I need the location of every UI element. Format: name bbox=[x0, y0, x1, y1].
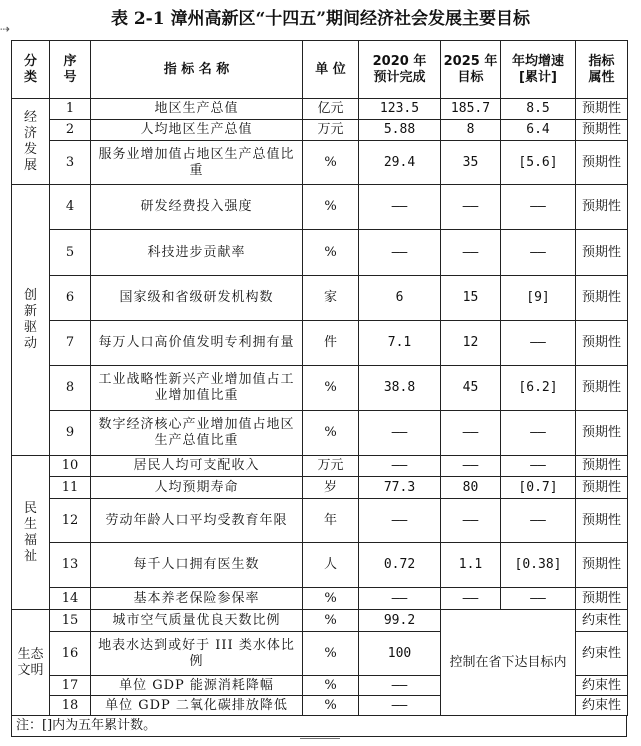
attribute-cell: 预期性 bbox=[576, 230, 628, 276]
seq-cell: 7 bbox=[50, 321, 91, 366]
growth-cell: —— bbox=[501, 499, 576, 543]
target-2025-cell: —— bbox=[441, 588, 501, 610]
table-row bbox=[12, 185, 628, 230]
value-2020-cell: —— bbox=[359, 499, 441, 543]
growth-cell: —— bbox=[501, 230, 576, 276]
seq-cell: 17 bbox=[50, 676, 91, 696]
table-row bbox=[12, 141, 628, 185]
seq-cell: 11 bbox=[50, 477, 91, 499]
indicator-name-cell: 国家级和省级研发机构数 bbox=[91, 276, 303, 321]
header-seq: 序 号 bbox=[50, 41, 91, 99]
header-category: 分 类 bbox=[12, 41, 50, 99]
growth-cell: [0.38] bbox=[501, 543, 576, 588]
value-2020-cell: —— bbox=[359, 676, 441, 696]
unit-cell: 岁 bbox=[303, 477, 359, 499]
unit-cell: 年 bbox=[303, 499, 359, 543]
value-2020-cell: 0.72 bbox=[359, 543, 441, 588]
seq-cell: 6 bbox=[50, 276, 91, 321]
seq-cell: 16 bbox=[50, 632, 91, 676]
value-2020-cell: —— bbox=[359, 411, 441, 456]
arrow-icon: ⇢ bbox=[0, 22, 11, 36]
unit-cell: % bbox=[303, 610, 359, 632]
table-row bbox=[12, 610, 628, 632]
value-2020-cell: 38.8 bbox=[359, 366, 441, 411]
value-2020-cell: —— bbox=[359, 696, 441, 716]
unit-cell: 亿元 bbox=[303, 99, 359, 120]
indicator-name-cell: 科技进步贡献率 bbox=[91, 230, 303, 276]
table-row bbox=[12, 477, 628, 499]
unit-cell: 件 bbox=[303, 321, 359, 366]
seq-cell: 14 bbox=[50, 588, 91, 610]
growth-cell: —— bbox=[501, 588, 576, 610]
unit-cell: 万元 bbox=[303, 120, 359, 141]
indicator-name-cell: 人均预期寿命 bbox=[91, 477, 303, 499]
value-2020-cell: 123.5 bbox=[359, 99, 441, 120]
value-2020-cell: 6 bbox=[359, 276, 441, 321]
unit-cell: % bbox=[303, 185, 359, 230]
value-2020-cell: 29.4 bbox=[359, 141, 441, 185]
seq-cell: 5 bbox=[50, 230, 91, 276]
growth-cell: [6.2] bbox=[501, 366, 576, 411]
unit-cell: 家 bbox=[303, 276, 359, 321]
indicator-name-cell: 劳动年龄人口平均受教育年限 bbox=[91, 499, 303, 543]
header-unit: 单 位 bbox=[303, 41, 359, 99]
value-2020-cell: 99.2 bbox=[359, 610, 441, 632]
seq-cell: 8 bbox=[50, 366, 91, 411]
indicator-name-cell: 服务业增加值占地区生产总值比重 bbox=[91, 141, 303, 185]
seq-cell: 13 bbox=[50, 543, 91, 588]
target-2025-cell: 8 bbox=[441, 120, 501, 141]
target-2025-cell: 15 bbox=[441, 276, 501, 321]
unit-cell: % bbox=[303, 676, 359, 696]
attribute-cell: 约束性 bbox=[576, 676, 628, 696]
attribute-cell: 预期性 bbox=[576, 120, 628, 141]
table-title: 表 2-1 漳州高新区“十四五”期间经济社会发展主要目标 bbox=[110, 9, 531, 29]
attribute-cell: 预期性 bbox=[576, 185, 628, 230]
footnote: 注：[]内为五年累计数。 bbox=[11, 715, 627, 737]
seq-cell: 10 bbox=[50, 456, 91, 477]
table-header-row bbox=[12, 41, 628, 99]
indicator-name-cell: 单位 GDP 能源消耗降幅 bbox=[91, 676, 303, 696]
unit-cell: % bbox=[303, 230, 359, 276]
growth-cell: —— bbox=[501, 456, 576, 477]
indicator-name-cell: 数字经济核心产业增加值占地区生产总值比重 bbox=[91, 411, 303, 456]
value-2020-cell: —— bbox=[359, 185, 441, 230]
indicator-name-cell: 地区生产总值 bbox=[91, 99, 303, 120]
target-2025-cell: —— bbox=[441, 230, 501, 276]
attribute-cell: 预期性 bbox=[576, 477, 628, 499]
target-2025-cell: —— bbox=[441, 456, 501, 477]
value-2020-cell: 7.1 bbox=[359, 321, 441, 366]
growth-cell: 8.5 bbox=[501, 99, 576, 120]
table-row bbox=[12, 543, 628, 588]
attribute-cell: 预期性 bbox=[576, 411, 628, 456]
table-row bbox=[12, 230, 628, 276]
seq-cell: 1 bbox=[50, 99, 91, 120]
growth-cell: —— bbox=[501, 321, 576, 366]
attribute-cell: 约束性 bbox=[576, 632, 628, 676]
category-cell-innovation: 创 新 驱 动 bbox=[12, 185, 50, 456]
category-cell-livelihood: 民 生 福 祉 bbox=[12, 456, 50, 610]
table-row bbox=[12, 456, 628, 477]
target-2025-cell: —— bbox=[441, 411, 501, 456]
indicator-name-cell: 每千人口拥有医生数 bbox=[91, 543, 303, 588]
target-2025-cell: 45 bbox=[441, 366, 501, 411]
target-2025-cell: 185.7 bbox=[441, 99, 501, 120]
growth-cell: [5.6] bbox=[501, 141, 576, 185]
value-2020-cell: 100 bbox=[359, 632, 441, 676]
seq-cell: 12 bbox=[50, 499, 91, 543]
attribute-cell: 预期性 bbox=[576, 499, 628, 543]
target-2025-cell: 35 bbox=[441, 141, 501, 185]
table-row bbox=[12, 99, 628, 120]
unit-cell: % bbox=[303, 588, 359, 610]
indicator-name-cell: 单位 GDP 二氧化碳排放降低 bbox=[91, 696, 303, 716]
attribute-cell: 预期性 bbox=[576, 141, 628, 185]
indicator-name-cell: 地表水达到或好于 III 类水体比例 bbox=[91, 632, 303, 676]
targets-table bbox=[11, 40, 628, 716]
indicator-name-cell: 工业战略性新兴产业增加值占工业增加值比重 bbox=[91, 366, 303, 411]
unit-cell: % bbox=[303, 366, 359, 411]
seq-cell: 4 bbox=[50, 185, 91, 230]
seq-cell: 3 bbox=[50, 141, 91, 185]
table-row bbox=[12, 120, 628, 141]
value-2020-cell: 5.88 bbox=[359, 120, 441, 141]
table-row bbox=[12, 411, 628, 456]
growth-cell: —— bbox=[501, 185, 576, 230]
attribute-cell: 预期性 bbox=[576, 588, 628, 610]
attribute-cell: 预期性 bbox=[576, 276, 628, 321]
indicator-name-cell: 居民人均可支配收入 bbox=[91, 456, 303, 477]
attribute-cell: 预期性 bbox=[576, 321, 628, 366]
target-2025-cell: —— bbox=[441, 185, 501, 230]
growth-cell: [0.7] bbox=[501, 477, 576, 499]
target-2025-cell: —— bbox=[441, 499, 501, 543]
seq-cell: 15 bbox=[50, 610, 91, 632]
growth-cell: 6.4 bbox=[501, 120, 576, 141]
attribute-cell: 约束性 bbox=[576, 610, 628, 632]
unit-cell: 人 bbox=[303, 543, 359, 588]
attribute-cell: 预期性 bbox=[576, 99, 628, 120]
header-name: 指 标 名 称 bbox=[91, 41, 303, 99]
attribute-cell: 预期性 bbox=[576, 366, 628, 411]
ecology-target-note: 控制在省下达目标内 bbox=[441, 610, 576, 716]
unit-cell: 万元 bbox=[303, 456, 359, 477]
seq-cell: 18 bbox=[50, 696, 91, 716]
growth-cell: —— bbox=[501, 411, 576, 456]
table-row bbox=[12, 366, 628, 411]
table-row bbox=[12, 321, 628, 366]
target-2025-cell: 1.1 bbox=[441, 543, 501, 588]
table-row bbox=[12, 499, 628, 543]
table-row bbox=[12, 588, 628, 610]
header-2025: 2025 年 目标 bbox=[441, 41, 501, 99]
indicator-name-cell: 每万人口高价值发明专利拥有量 bbox=[91, 321, 303, 366]
attribute-cell: 预期性 bbox=[576, 543, 628, 588]
target-2025-cell: 80 bbox=[441, 477, 501, 499]
category-cell-ecology: 生态 文明 bbox=[12, 610, 50, 716]
value-2020-cell: 77.3 bbox=[359, 477, 441, 499]
header-2020: 2020 年 预计完成 bbox=[359, 41, 441, 99]
target-2025-cell: 12 bbox=[441, 321, 501, 366]
value-2020-cell: —— bbox=[359, 456, 441, 477]
category-cell-economy: 经 济 发 展 bbox=[12, 99, 50, 185]
indicator-name-cell: 人均地区生产总值 bbox=[91, 120, 303, 141]
indicator-name-cell: 城市空气质量优良天数比例 bbox=[91, 610, 303, 632]
growth-cell: [9] bbox=[501, 276, 576, 321]
attribute-cell: 约束性 bbox=[576, 696, 628, 716]
unit-cell: % bbox=[303, 411, 359, 456]
seq-cell: 2 bbox=[50, 120, 91, 141]
indicator-name-cell: 研发经费投入强度 bbox=[91, 185, 303, 230]
header-attr: 指标 属性 bbox=[576, 41, 628, 99]
table-row bbox=[12, 276, 628, 321]
value-2020-cell: —— bbox=[359, 588, 441, 610]
seq-cell: 9 bbox=[50, 411, 91, 456]
unit-cell: % bbox=[303, 141, 359, 185]
unit-cell: % bbox=[303, 632, 359, 676]
attribute-cell: 预期性 bbox=[576, 456, 628, 477]
header-growth: 年均增速 [累计] bbox=[501, 41, 576, 99]
indicator-name-cell: 基本养老保险参保率 bbox=[91, 588, 303, 610]
unit-cell: % bbox=[303, 696, 359, 716]
value-2020-cell: —— bbox=[359, 230, 441, 276]
